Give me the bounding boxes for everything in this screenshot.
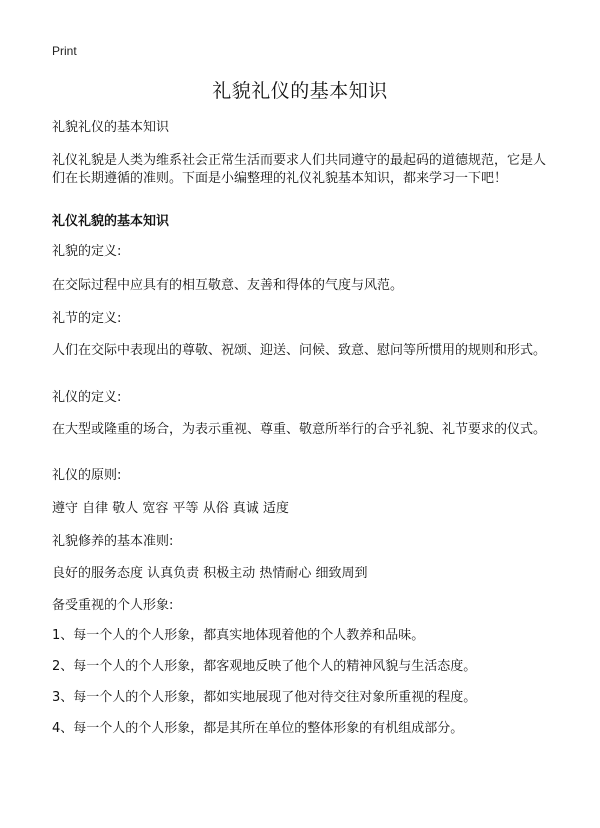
principles-label: 礼仪的原则: — [52, 468, 122, 483]
etiquette-definition-label: 礼节的定义: — [52, 311, 122, 326]
ceremony-definition: 在大型或隆重的场合，为表示重视、尊重、敬意所举行的合乎礼貌、礼节要求的仪式。 — [52, 422, 547, 437]
document-subtitle: 礼貌礼仪的基本知识 — [52, 120, 170, 135]
list-item: 2、每一个人的个人形象，都客观地反映了他个人的精神风貌与生活态度。 — [52, 659, 477, 674]
list-item: 4、每一个人的个人形象，都是其所在单位的整体形象的有机组成部分。 — [52, 721, 464, 736]
personal-image-label: 备受重视的个人形象: — [52, 598, 174, 613]
politeness-definition: 在交际过程中应具有的相互敬意、友善和得体的气度与风范。 — [52, 278, 404, 293]
document-title: 礼貌礼仪的基本知识 — [212, 80, 388, 102]
section-heading: 礼仪礼貌的基本知识 — [52, 214, 170, 229]
etiquette-definition: 人们在交际中表现出的尊敬、祝颂、迎送、问候、致意、慰问等所惯用的规则和形式。 — [52, 343, 547, 358]
print-link[interactable]: Print — [52, 44, 77, 58]
politeness-definition-label: 礼貌的定义: — [52, 244, 122, 259]
ceremony-definition-label: 礼仪的定义: — [52, 390, 122, 405]
principles-list: 遵守 自律 敬人 宽容 平等 从俗 真诚 适度 — [52, 501, 289, 516]
cultivation-list: 良好的服务态度 认真负责 积极主动 热情耐心 细致周到 — [52, 566, 368, 581]
intro-paragraph: 礼仪礼貌是人类为维系社会正常生活而要求人们共同遵守的最起码的道德规范，它是人们在长期遵循的准则。下面是小编整理的礼仪礼貌基本知识，都来学习一下吧！ — [52, 153, 547, 186]
list-item: 1、每一个人的个人形象，都真实地体现着他的个人教养和品味。 — [52, 628, 425, 643]
list-item: 3、每一个人的个人形象，都如实地展现了他对待交往对象所重视的程度。 — [52, 690, 477, 705]
cultivation-label: 礼貌修养的基本准则: — [52, 534, 174, 549]
